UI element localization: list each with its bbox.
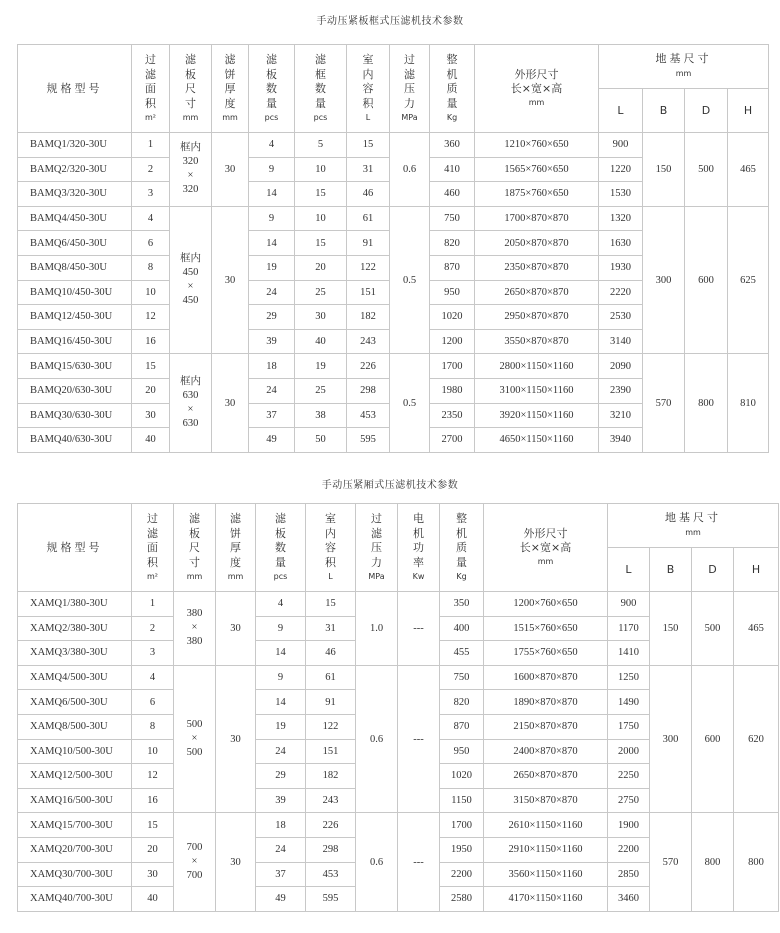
model-cell: XAMQ16/500-30U [18, 788, 132, 813]
weight-cell: 410 [430, 157, 475, 182]
foundation-L-cell: 3140 [599, 329, 643, 354]
weight-cell: 2350 [430, 403, 475, 428]
weight-cell: 2580 [440, 887, 484, 912]
plate-count-cell: 49 [249, 428, 295, 453]
weight-cell: 1150 [440, 788, 484, 813]
header-weight: 整机质量 Kg [440, 504, 484, 592]
model-cell: XAMQ4/500-30U [18, 665, 132, 690]
dimensions-cell: 2400×870×870 [484, 739, 608, 764]
motor-power-cell: --- [398, 592, 440, 666]
model-cell: BAMQ6/450-30U [18, 231, 132, 256]
plate-count-cell: 14 [256, 641, 306, 666]
foundation-L-cell: 2250 [608, 764, 650, 789]
foundation-H-cell: 620 [734, 665, 779, 813]
header-chamber-volume: 室内容积 L [347, 45, 390, 133]
chamber-volume-cell: 595 [347, 428, 390, 453]
header-cake-thickness: 滤饼厚度 mm [216, 504, 256, 592]
plate-count-cell: 37 [249, 403, 295, 428]
foundation-H-cell: 465 [728, 133, 769, 207]
model-cell: XAMQ3/380-30U [18, 641, 132, 666]
area-cell: 40 [132, 887, 174, 912]
area-cell: 12 [132, 764, 174, 789]
dimensions-cell: 2150×870×870 [484, 714, 608, 739]
chamber-volume-cell: 46 [347, 182, 390, 207]
chamber-volume-cell: 122 [306, 714, 356, 739]
header-motor-power: 电机功率 Kw [398, 504, 440, 592]
weight-cell: 1020 [430, 305, 475, 330]
frame-count-cell: 25 [295, 280, 347, 305]
foundation-L-cell: 2220 [599, 280, 643, 305]
chamber-volume-cell: 151 [306, 739, 356, 764]
area-cell: 10 [132, 739, 174, 764]
dimensions-cell: 1600×870×870 [484, 665, 608, 690]
plate-count-cell: 19 [256, 714, 306, 739]
header-foundation: 地基尺寸 mm [599, 45, 769, 89]
frame-count-cell: 19 [295, 354, 347, 379]
header-frame-count: 滤框数量 pcs [295, 45, 347, 133]
header-dimensions: 外形尺寸 长×宽×高 mm [475, 45, 599, 133]
chamber-volume-cell: 298 [306, 837, 356, 862]
model-cell: BAMQ40/630-30U [18, 428, 132, 453]
plate-size-cell: 380 × 380 [174, 592, 216, 666]
cake-thickness-cell: 30 [216, 592, 256, 666]
header-L: L [599, 89, 643, 133]
header-plate-size: 滤板尺寸 mm [174, 504, 216, 592]
plate-count-cell: 4 [249, 133, 295, 158]
dimensions-cell: 1755×760×650 [484, 641, 608, 666]
foundation-L-cell: 900 [599, 133, 643, 158]
foundation-L-cell: 2090 [599, 354, 643, 379]
model-cell: XAMQ10/500-30U [18, 739, 132, 764]
model-cell: BAMQ16/450-30U [18, 329, 132, 354]
header-area: 过滤面积 m² [132, 504, 174, 592]
dimensions-cell: 2910×1150×1160 [484, 837, 608, 862]
weight-cell: 460 [430, 182, 475, 207]
chamber-volume-cell: 182 [347, 305, 390, 330]
weight-cell: 1980 [430, 378, 475, 403]
plate-count-cell: 37 [256, 862, 306, 887]
area-cell: 3 [132, 182, 170, 207]
header-D: D [692, 548, 734, 592]
weight-cell: 1200 [430, 329, 475, 354]
foundation-L-cell: 1750 [608, 714, 650, 739]
header-H: H [728, 89, 769, 133]
chamber-volume-cell: 122 [347, 255, 390, 280]
dimensions-cell: 1515×760×650 [484, 616, 608, 641]
foundation-L-cell: 3940 [599, 428, 643, 453]
filter-pressure-cell: 0.5 [390, 206, 430, 354]
area-cell: 3 [132, 641, 174, 666]
header-cake-thickness: 滤饼厚度 mm [212, 45, 249, 133]
weight-cell: 455 [440, 641, 484, 666]
foundation-B-cell: 570 [643, 354, 685, 452]
plate-size-cell: 框内 320 × 320 [170, 133, 212, 207]
chamber-volume-cell: 31 [306, 616, 356, 641]
model-cell: XAMQ20/700-30U [18, 837, 132, 862]
model-cell: BAMQ8/450-30U [18, 255, 132, 280]
frame-count-cell: 10 [295, 206, 347, 231]
model-cell: BAMQ1/320-30U [18, 133, 132, 158]
area-cell: 8 [132, 255, 170, 280]
cake-thickness-cell: 30 [216, 813, 256, 911]
model-cell: BAMQ15/630-30U [18, 354, 132, 379]
foundation-L-cell: 2750 [608, 788, 650, 813]
plate-count-cell: 9 [249, 206, 295, 231]
cake-thickness-cell: 30 [212, 354, 249, 452]
model-cell: XAMQ1/380-30U [18, 592, 132, 617]
chamber-volume-cell: 151 [347, 280, 390, 305]
plate-size-cell: 框内 630 × 630 [170, 354, 212, 452]
dimensions-cell: 1200×760×650 [484, 592, 608, 617]
foundation-L-cell: 1410 [608, 641, 650, 666]
model-cell: XAMQ30/700-30U [18, 862, 132, 887]
foundation-D-cell: 600 [685, 206, 728, 354]
table2-title: 手动压紧厢式压滤机技术参数 [321, 480, 459, 491]
dimensions-cell: 1565×760×650 [475, 157, 599, 182]
chamber-volume-cell: 61 [306, 665, 356, 690]
chamber-volume-cell: 15 [347, 133, 390, 158]
header-filter-pressure: 过滤压力 MPa [390, 45, 430, 133]
frame-filter-press-spec-table [17, 44, 769, 453]
chamber-volume-cell: 243 [306, 788, 356, 813]
area-cell: 2 [132, 616, 174, 641]
plate-count-cell: 24 [249, 280, 295, 305]
motor-power-cell: --- [398, 665, 440, 813]
weight-cell: 950 [440, 739, 484, 764]
foundation-D-cell: 800 [685, 354, 728, 452]
weight-cell: 870 [430, 255, 475, 280]
dimensions-cell: 4650×1150×1160 [475, 428, 599, 453]
foundation-L-cell: 3210 [599, 403, 643, 428]
frame-count-cell: 20 [295, 255, 347, 280]
plate-count-cell: 24 [256, 739, 306, 764]
foundation-H-cell: 465 [734, 592, 779, 666]
table-row [18, 665, 779, 690]
foundation-L-cell: 2000 [608, 739, 650, 764]
area-cell: 16 [132, 329, 170, 354]
frame-count-cell: 5 [295, 133, 347, 158]
dimensions-cell: 2050×870×870 [475, 231, 599, 256]
model-cell: BAMQ12/450-30U [18, 305, 132, 330]
frame-count-cell: 40 [295, 329, 347, 354]
header-foundation: 地基尺寸 mm [608, 504, 779, 548]
dimensions-cell: 2950×870×870 [475, 305, 599, 330]
frame-count-cell: 15 [295, 231, 347, 256]
area-cell: 16 [132, 788, 174, 813]
table-row [18, 354, 769, 379]
plate-count-cell: 14 [249, 231, 295, 256]
frame-count-cell: 50 [295, 428, 347, 453]
dimensions-cell: 3100×1150×1160 [475, 378, 599, 403]
plate-count-cell: 9 [256, 616, 306, 641]
dimensions-cell: 3560×1150×1160 [484, 862, 608, 887]
dimensions-cell: 3150×870×870 [484, 788, 608, 813]
plate-size-cell: 框内 450 × 450 [170, 206, 212, 354]
foundation-L-cell: 1490 [608, 690, 650, 715]
plate-count-cell: 49 [256, 887, 306, 912]
plate-count-cell: 19 [249, 255, 295, 280]
header-L: L [608, 548, 650, 592]
area-cell: 12 [132, 305, 170, 330]
plate-count-cell: 39 [256, 788, 306, 813]
foundation-L-cell: 2200 [608, 837, 650, 862]
foundation-D-cell: 800 [692, 813, 734, 911]
header-dimensions: 外形尺寸 长×宽×高 mm [484, 504, 608, 592]
weight-cell: 2700 [430, 428, 475, 453]
area-cell: 4 [132, 665, 174, 690]
plate-count-cell: 29 [256, 764, 306, 789]
foundation-L-cell: 1320 [599, 206, 643, 231]
model-cell: XAMQ15/700-30U [18, 813, 132, 838]
foundation-L-cell: 3460 [608, 887, 650, 912]
model-cell: XAMQ2/380-30U [18, 616, 132, 641]
header-area: 过滤面积 m² [132, 45, 170, 133]
foundation-L-cell: 2850 [608, 862, 650, 887]
weight-cell: 750 [430, 206, 475, 231]
chamber-volume-cell: 46 [306, 641, 356, 666]
foundation-L-cell: 1530 [599, 182, 643, 207]
model-cell: XAMQ8/500-30U [18, 714, 132, 739]
dimensions-cell: 1875×760×650 [475, 182, 599, 207]
dimensions-cell: 3550×870×870 [475, 329, 599, 354]
model-cell: BAMQ4/450-30U [18, 206, 132, 231]
weight-cell: 820 [440, 690, 484, 715]
foundation-L-cell: 1220 [599, 157, 643, 182]
filter-pressure-cell: 0.6 [390, 133, 430, 207]
weight-cell: 1020 [440, 764, 484, 789]
dimensions-cell: 1890×870×870 [484, 690, 608, 715]
weight-cell: 1950 [440, 837, 484, 862]
dimensions-cell: 2650×870×870 [484, 764, 608, 789]
model-cell: BAMQ10/450-30U [18, 280, 132, 305]
plate-count-cell: 9 [249, 157, 295, 182]
frame-count-cell: 38 [295, 403, 347, 428]
filter-pressure-cell: 1.0 [356, 592, 398, 666]
foundation-L-cell: 1170 [608, 616, 650, 641]
weight-cell: 1700 [430, 354, 475, 379]
weight-cell: 950 [430, 280, 475, 305]
model-cell: BAMQ2/320-30U [18, 157, 132, 182]
weight-cell: 350 [440, 592, 484, 617]
header-plate-count: 滤板数量 pcs [256, 504, 306, 592]
dimensions-cell: 2350×870×870 [475, 255, 599, 280]
plate-size-cell: 700 × 700 [174, 813, 216, 911]
area-cell: 4 [132, 206, 170, 231]
chamber-volume-cell: 31 [347, 157, 390, 182]
foundation-H-cell: 810 [728, 354, 769, 452]
area-cell: 1 [132, 592, 174, 617]
area-cell: 2 [132, 157, 170, 182]
foundation-B-cell: 300 [643, 206, 685, 354]
header-D: D [685, 89, 728, 133]
plate-count-cell: 14 [256, 690, 306, 715]
filter-pressure-cell: 0.6 [356, 813, 398, 911]
header-model: 规格型号 [18, 504, 132, 592]
foundation-B-cell: 300 [650, 665, 692, 813]
model-cell: XAMQ12/500-30U [18, 764, 132, 789]
model-cell: XAMQ40/700-30U [18, 887, 132, 912]
plate-count-cell: 4 [256, 592, 306, 617]
chamber-volume-cell: 15 [306, 592, 356, 617]
area-cell: 15 [132, 813, 174, 838]
header-weight: 整机质量 Kg [430, 45, 475, 133]
plate-count-cell: 18 [249, 354, 295, 379]
model-cell: BAMQ3/320-30U [18, 182, 132, 207]
filter-pressure-cell: 0.5 [390, 354, 430, 452]
foundation-L-cell: 2530 [599, 305, 643, 330]
foundation-H-cell: 625 [728, 206, 769, 354]
table-row [18, 133, 769, 158]
header-H: H [734, 548, 779, 592]
table-row [18, 592, 779, 617]
dimensions-cell: 1210×760×650 [475, 133, 599, 158]
area-cell: 40 [132, 428, 170, 453]
chamber-volume-cell: 226 [347, 354, 390, 379]
frame-count-cell: 30 [295, 305, 347, 330]
model-cell: XAMQ6/500-30U [18, 690, 132, 715]
header-plate-count: 滤板数量 pcs [249, 45, 295, 133]
dimensions-cell: 2610×1150×1160 [484, 813, 608, 838]
plate-count-cell: 29 [249, 305, 295, 330]
chamber-volume-cell: 91 [347, 231, 390, 256]
plate-count-cell: 14 [249, 182, 295, 207]
foundation-D-cell: 600 [692, 665, 734, 813]
plate-count-cell: 24 [249, 378, 295, 403]
weight-cell: 1700 [440, 813, 484, 838]
chamber-volume-cell: 61 [347, 206, 390, 231]
foundation-D-cell: 500 [692, 592, 734, 666]
area-cell: 1 [132, 133, 170, 158]
area-cell: 30 [132, 403, 170, 428]
cake-thickness-cell: 30 [216, 665, 256, 813]
area-cell: 20 [132, 837, 174, 862]
weight-cell: 360 [430, 133, 475, 158]
plate-count-cell: 24 [256, 837, 306, 862]
weight-cell: 400 [440, 616, 484, 641]
area-cell: 30 [132, 862, 174, 887]
area-cell: 6 [132, 231, 170, 256]
dimensions-cell: 3920×1150×1160 [475, 403, 599, 428]
table1-title: 手动压紧板框式压滤机技术参数 [316, 16, 464, 27]
chamber-volume-cell: 243 [347, 329, 390, 354]
foundation-L-cell: 1250 [608, 665, 650, 690]
plate-count-cell: 18 [256, 813, 306, 838]
area-cell: 20 [132, 378, 170, 403]
foundation-B-cell: 150 [643, 133, 685, 207]
weight-cell: 820 [430, 231, 475, 256]
model-cell: BAMQ20/630-30U [18, 378, 132, 403]
area-cell: 10 [132, 280, 170, 305]
chamber-volume-cell: 226 [306, 813, 356, 838]
frame-count-cell: 25 [295, 378, 347, 403]
chamber-filter-press-spec-table [17, 503, 779, 912]
area-cell: 8 [132, 714, 174, 739]
filter-pressure-cell: 0.6 [356, 665, 398, 813]
foundation-B-cell: 570 [650, 813, 692, 911]
chamber-volume-cell: 453 [347, 403, 390, 428]
dimensions-cell: 2650×870×870 [475, 280, 599, 305]
foundation-B-cell: 150 [650, 592, 692, 666]
dimensions-cell: 2800×1150×1160 [475, 354, 599, 379]
header-B: B [643, 89, 685, 133]
weight-cell: 750 [440, 665, 484, 690]
plate-size-cell: 500 × 500 [174, 665, 216, 813]
plate-count-cell: 39 [249, 329, 295, 354]
chamber-volume-cell: 453 [306, 862, 356, 887]
header-plate-size: 滤板尺寸 mm [170, 45, 212, 133]
header-filter-pressure: 过滤压力 MPa [356, 504, 398, 592]
table-row [18, 206, 769, 231]
foundation-L-cell: 1900 [608, 813, 650, 838]
foundation-D-cell: 500 [685, 133, 728, 207]
weight-cell: 2200 [440, 862, 484, 887]
foundation-L-cell: 1630 [599, 231, 643, 256]
foundation-L-cell: 900 [608, 592, 650, 617]
model-cell: BAMQ30/630-30U [18, 403, 132, 428]
area-cell: 15 [132, 354, 170, 379]
frame-count-cell: 15 [295, 182, 347, 207]
area-cell: 6 [132, 690, 174, 715]
dimensions-cell: 1700×870×870 [475, 206, 599, 231]
frame-count-cell: 10 [295, 157, 347, 182]
header-chamber-volume: 室内容积 L [306, 504, 356, 592]
header-model: 规格型号 [18, 45, 132, 133]
plate-count-cell: 9 [256, 665, 306, 690]
foundation-H-cell: 800 [734, 813, 779, 911]
weight-cell: 870 [440, 714, 484, 739]
chamber-volume-cell: 182 [306, 764, 356, 789]
foundation-L-cell: 1930 [599, 255, 643, 280]
cake-thickness-cell: 30 [212, 206, 249, 354]
dimensions-cell: 4170×1150×1160 [484, 887, 608, 912]
header-B: B [650, 548, 692, 592]
motor-power-cell: --- [398, 813, 440, 911]
foundation-L-cell: 2390 [599, 378, 643, 403]
chamber-volume-cell: 298 [347, 378, 390, 403]
chamber-volume-cell: 91 [306, 690, 356, 715]
table-row [18, 813, 779, 838]
chamber-volume-cell: 595 [306, 887, 356, 912]
cake-thickness-cell: 30 [212, 133, 249, 207]
